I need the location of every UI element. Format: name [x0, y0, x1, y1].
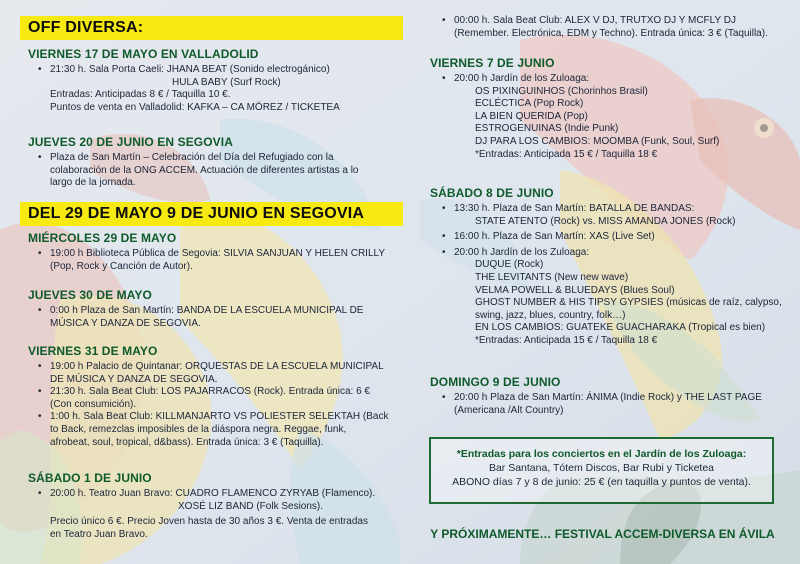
event-line: 19:00 h Palacio de Quintanar: ORQUESTAS DE LA ESCUELA MUNICIPAL	[50, 361, 384, 372]
event-line: afrobeat, soul, tropical, d&bass). Entrada única: 3 € (Taquilla).	[50, 436, 324, 448]
event-line: 21:30 h. Sala Porta Caeli: JHANA BEAT (Sonido electrogánico)	[50, 64, 330, 75]
event-line: 0:00 h Plaza de San Martín: BANDA DE LA ESCUELA MUNICIPAL DE	[50, 305, 364, 316]
off-diversa-title: OFF DIVERSA:	[20, 16, 403, 40]
event-line: 1:00 h. Sala Beat Club: KILLMANJARTO VS POLIESTER SELEKTAH (Back	[50, 411, 389, 423]
event-line: 20:00 h Jardín de los Zuloaga:	[454, 246, 590, 258]
event-line: MÚSICA Y DANZA DE SEGOVIA.	[50, 317, 201, 329]
event-line: Puntos de venta en Valladolid: KAFKA – CA MÖREZ / TICKETEA	[50, 101, 340, 113]
event-line: HULA BABY (Surf Rock)	[172, 76, 281, 88]
bullet: •	[38, 248, 42, 259]
heading-viernes-31-mayo: VIERNES 31 DE MAYO	[28, 344, 158, 358]
event-line: *Entradas: Anticipada 15 € / Taquilla 18 €	[475, 334, 658, 346]
event-block-sabado-8	[442, 203, 782, 348]
event-line: DE MÚSICA Y DANZA DE SEGOVIA.	[50, 373, 218, 385]
event-line: XOSÉ LIZ BAND (Folk Sesions).	[178, 500, 324, 512]
event-line: en Teatro Juan Bravo.	[50, 528, 148, 540]
event-line: 20:00 h Jardín de los Zuloaga:	[454, 73, 590, 84]
event-line: DJ PARA LOS CAMBIOS: MOOMBA (Funk, Soul, Surf)	[475, 135, 720, 147]
event-line: *Entradas: Anticipada 15 € / Taquilla 18 €	[475, 148, 658, 160]
event-block-beat-club-late	[442, 15, 782, 40]
event-line: STATE ATENTO (Rock) vs. MISS AMANDA JONES (Rock)	[475, 215, 736, 227]
bullet: •	[442, 392, 446, 403]
bullet: •	[442, 231, 446, 242]
bullet: •	[38, 386, 42, 397]
event-line: 20:00 h. Teatro Juan Bravo: CUADRO FLAMENCO ZYRYAB (Flamenco).	[50, 488, 376, 499]
event-line: VELMA POWELL & BLUEDAYS (Blues Soul)	[475, 284, 675, 296]
event-line: largo de la jornada.	[50, 177, 136, 189]
bullet: •	[38, 152, 42, 163]
event-line: 19:00 h Biblioteca Pública de Segovia: SILVIA SANJUAN Y HELEN CRILLY	[50, 248, 385, 259]
event-block-viernes-7	[442, 73, 782, 161]
bullet: •	[442, 15, 446, 26]
heading-sabado-8-junio: SÁBADO 8 DE JUNIO	[430, 186, 554, 200]
event-line: ESTROGENUINAS (Indie Punk)	[475, 123, 619, 135]
event-line: DUQUE (Rock)	[475, 259, 544, 271]
event-line: ECLÉCTICA (Pop Rock)	[475, 98, 584, 110]
bullet: •	[38, 64, 42, 75]
heading-miercoles-29-mayo: MIÉRCOLES 29 DE MAYO	[28, 231, 177, 245]
event-block-domingo-9	[442, 392, 782, 417]
heading-viernes-17-mayo: VIERNES 17 DE MAYO EN VALLADOLID	[28, 47, 259, 61]
event-line: THE LEVITANTS (New new wave)	[475, 271, 629, 283]
event-line: EN LOS CAMBIOS: GUATEKE GUACHARAKA (Tropical es bien)	[475, 322, 766, 334]
bullet: •	[38, 488, 42, 499]
segovia-dates-title: DEL 29 DE MAYO 9 DE JUNIO EN SEGOVIA	[20, 202, 403, 226]
bullet: •	[38, 411, 42, 422]
heading-jueves-20-junio: JUEVES 20 DE JUNIO EN SEGOVIA	[28, 135, 233, 149]
bullet: •	[442, 247, 446, 258]
event-line: to Back, remezclas imposibles de la diáspora negra. Reggae, funk,	[50, 423, 347, 435]
bullet: •	[442, 203, 446, 214]
ticket-sales-points: Bar Santana, Tótem Discos, Bar Rubi y Ticketea	[488, 462, 715, 474]
event-line: Entradas: Anticipadas 8 € / Taquilla 10 €.	[50, 89, 231, 101]
event-line: GHOST NUMBER & HIS TIPSY GYPSIES (músicas de raíz, calypso,	[475, 297, 782, 309]
event-line: LA BIEN QUERIDA (Pop)	[475, 110, 588, 122]
event-line: 00:00 h. Sala Beat Club: ALEX V DJ, TRUTXO DJ Y MCFLY DJ	[454, 15, 736, 26]
event-line: 20:00 h Plaza de San Martín: ÁNIMA (Indie Rock) y THE LAST PAGE	[454, 392, 762, 403]
event-line: OS PIXINGUINHOS (Chorinhos Brasil)	[475, 85, 648, 97]
ticket-info-title: *Entradas para los conciertos en el Jardín de los Zuloaga:	[456, 448, 747, 460]
event-line: Precio único 6 €. Precio Joven hasta de 30 años 3 €. Venta de entradas	[50, 516, 368, 528]
ticket-info-box	[429, 437, 774, 504]
bullet: •	[38, 361, 42, 372]
event-line: (Remember. Electrónica, EDM y Techno). Entrada única: 3 € (Taquilla).	[454, 27, 768, 39]
upcoming-festival-footer: Y PRÓXIMAMENTE… FESTIVAL ACCEM-DIVERSA EN ÁVILA	[430, 527, 775, 541]
heading-jueves-30-mayo: JUEVES 30 DE MAYO	[28, 288, 152, 302]
ticket-abono-info: ABONO días 7 y 8 de junio: 25 € (en taquilla y puntos de venta).	[452, 476, 751, 488]
event-line: (Pop, Rock y Canción de Autor).	[50, 260, 193, 272]
event-line: swing, jazz, blues, country, folk…)	[475, 309, 626, 321]
event-line: (Con consumición).	[50, 398, 137, 410]
bullet: •	[38, 305, 42, 316]
event-line: colaboración de la ONG ACCEM. Actuación de diferentes artistas a lo	[50, 164, 359, 176]
event-line: Plaza de San Martín – Celebración del Día del Refugiado con la	[50, 152, 334, 163]
heading-viernes-7-junio: VIERNES 7 DE JUNIO	[430, 56, 555, 70]
event-line: 21:30 h. Sala Beat Club: LOS PAJARRACOS (Rock). Entrada única: 6 €	[50, 386, 370, 398]
bullet: •	[442, 73, 446, 84]
heading-sabado-1-junio: SÁBADO 1 DE JUNIO	[28, 471, 152, 485]
event-line: (Americana /Alt Country)	[454, 404, 564, 416]
event-line: 16:00 h. Plaza de San Martín: XAS (Live Set)	[454, 231, 655, 243]
event-line: 13:30 h. Plaza de San Martín: BATALLA DE BANDAS:	[454, 203, 695, 214]
heading-domingo-9-junio: DOMINGO 9 DE JUNIO	[430, 375, 561, 389]
